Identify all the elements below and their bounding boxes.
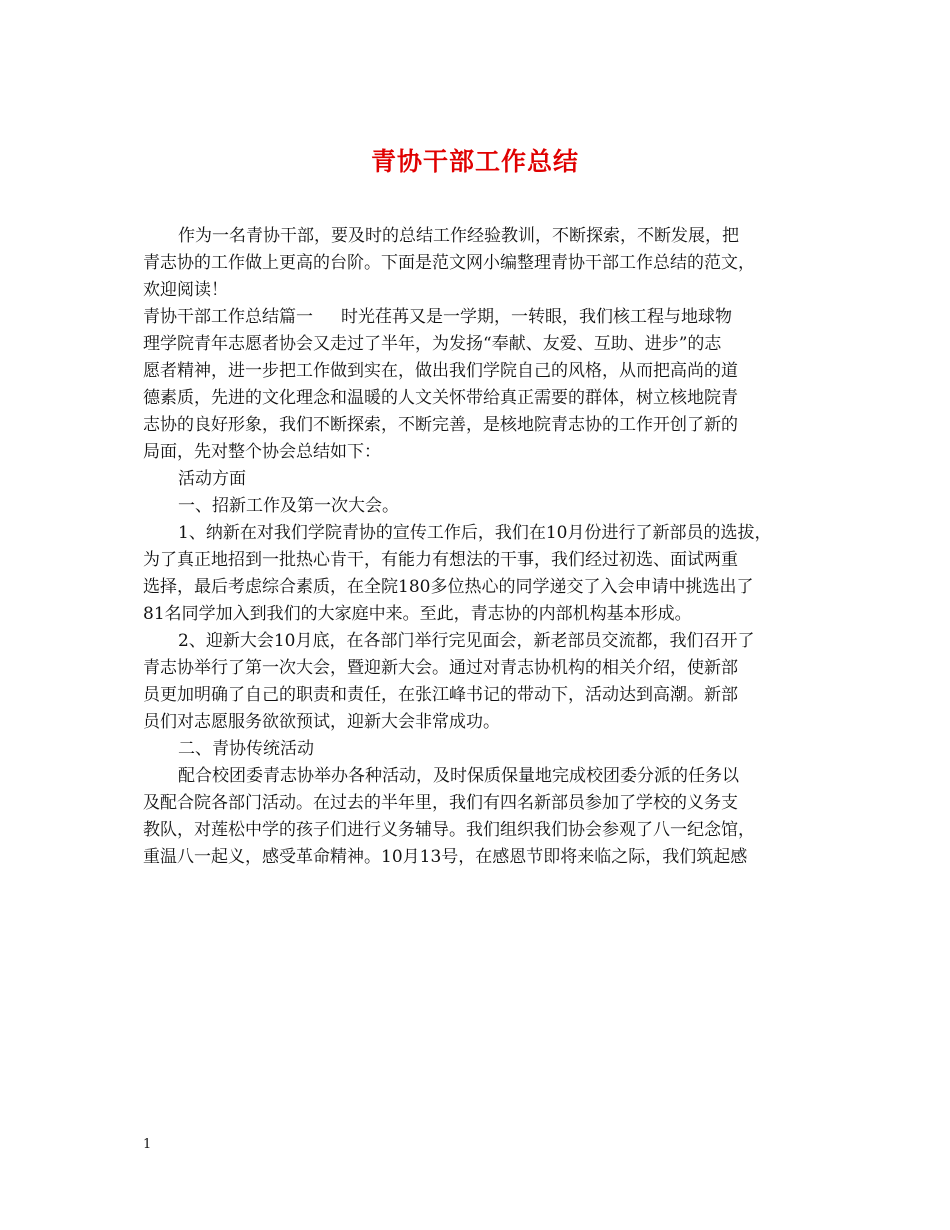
subheading: 活动方面 [178,469,246,489]
subheading: 一、招新工作及第一次大会。 [178,496,399,516]
paragraph-line: 作为一名青协干部，要及时的总结工作经验教训，不断探索，不断发展，把 [178,226,739,246]
document-title: 青协干部工作总结 [370,147,579,176]
paragraph-line: 局面，先对整个协会总结如下： [143,442,381,462]
paragraph-line: 员更加明确了自己的职责和责任，在张江峰书记的带动下，活动达到高潮。新部 [143,685,738,705]
paragraph-line: 青志协举行了第一次大会，暨迎新大会。通过对青志协机构的相关介绍，使新部 [143,658,738,678]
paragraph-line: 及配合院各部门活动。在过去的半年里，我们有四名新部员参加了学校的义务支 [143,793,738,813]
section-heading-line [143,304,843,331]
subheading: 二、青协传统活动 [178,739,314,759]
paragraph-line: 为了真正地招到一批热心肯干，有能力有想法的干事，我们经过初选、面试两重 [143,550,738,570]
page-number: 1 [143,1137,152,1152]
paragraph-line: 志协的良好形象，我们不断探索，不断完善，是核地院青志协的工作开创了新的 [143,415,738,435]
paragraph-line: 2、迎新大会10月底，在各部门举行完见面会，新老部员交流都，我们召开了 [178,631,755,651]
paragraph-line: 重温八一起义，感受革命精神。10月13号，在感恩节即将来临之际，我们筑起感 [143,847,748,867]
paragraph-line: 青志协的工作做上更高的台阶。下面是范文网小编整理青协干部工作总结的范文， [143,253,755,273]
paragraph-line: 欢迎阅读！ [143,280,228,300]
section-heading: 青协干部工作总结篇一 [143,307,313,327]
paragraph-line: 时光荏苒又是一学期，一转眼，我们核工程与地球物 [341,307,732,327]
document-body [143,223,843,871]
paragraph-line: 81名同学加入到我们的大家庭中来。至此，青志协的内部机构基本形成。 [143,604,692,624]
paragraph-line: 配合校团委青志协举办各种活动，及时保质保量地完成校团委分派的任务以 [178,766,739,786]
paragraph-line: 愿者精神，进一步把工作做到实在，做出我们学院自己的风格，从而把高尚的道 [143,361,738,381]
paragraph-line: 教队，对莲松中学的孩子们进行义务辅导。我们组织我们协会参观了八一纪念馆， [143,820,755,840]
paragraph-line: 选择，最后考虑综合素质，在全院180多位热心的同学递交了入会申请中挑选出了 [143,577,754,597]
paragraph-line: 理学院青年志愿者协会又走过了半年，为发扬“奉献、友爱、互助、进步”的志 [143,334,722,354]
paragraph-line: 德素质，先进的文化理念和温暖的人文关怀带给真正需要的群体，树立核地院青 [143,388,738,408]
paragraph-line: 员们对志愿服务欲欲预试，迎新大会非常成功。 [143,712,500,732]
paragraph-line: 1、纳新在对我们学院青协的宣传工作后，我们在10月份进行了新部员的选拔， [178,523,772,543]
